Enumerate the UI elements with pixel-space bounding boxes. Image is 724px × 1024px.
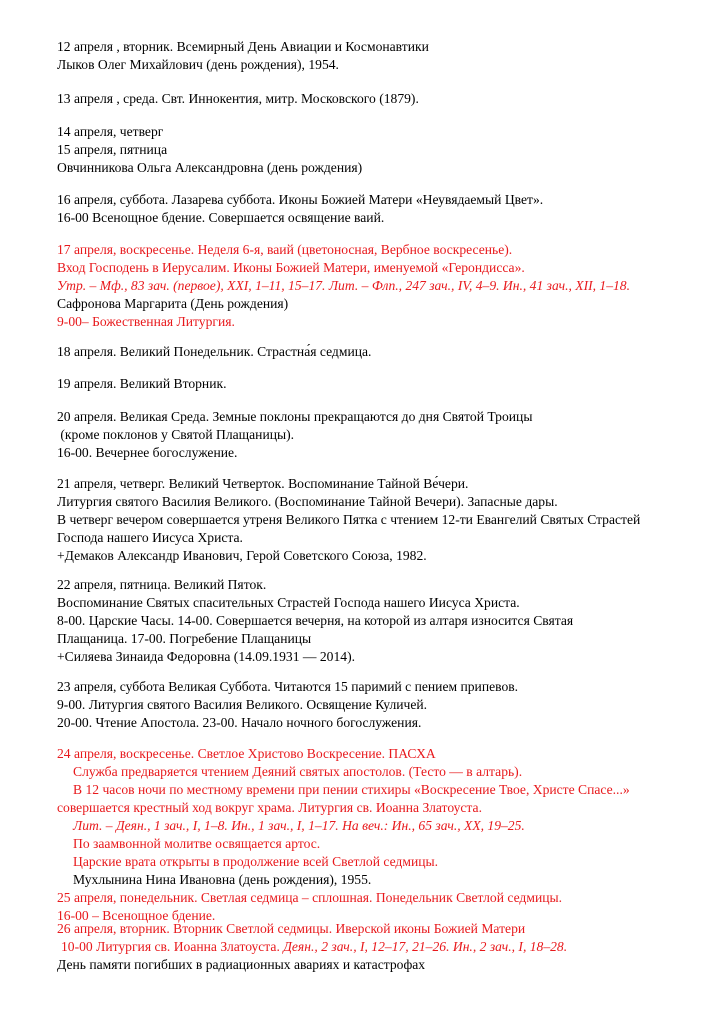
entry-line: (кроме поклонов у Святой Плащаницы).	[57, 427, 295, 442]
entry-line: Мухлынина Нина Ивановна (день рождения), 1955.	[73, 872, 372, 887]
entry-line: Лыков Олег Михайлович (день рождения), 1954.	[57, 57, 339, 72]
entry-line: 8-00. Царские Часы. 14-00. Совершается вечерня, на которой из алтаря износится Святая	[57, 613, 574, 628]
entry-heading: 22 апреля, пятница. Великий Пяток.	[57, 577, 267, 592]
entry-heading: 19 апреля. Великий Вторник.	[57, 376, 227, 391]
readings-line: Деян., 2 зач., I, 12–17, 21–26. Ин., 2 зач., I, 18–28.	[283, 939, 568, 954]
entry-apr-17	[57, 241, 707, 331]
entry-line: Господа нашего Иисуса Христа.	[57, 530, 243, 545]
entry-line: Литургия святого Василия Великого. (Воспоминание Тайной Вечери). Запасные дары.	[57, 494, 558, 509]
entry-line: Овчинникова Ольга Александровна (день рождения)	[57, 160, 363, 175]
entry-line: +Силяева Зинаида Федоровна (14.09.1931 — 2014).	[57, 649, 355, 664]
entry-apr-26	[57, 920, 707, 974]
entry-apr-22	[57, 576, 707, 666]
service-time: 10-00 Литургия св. Иоанна Златоуста.	[61, 939, 284, 954]
entry-line: Сафронова Маргарита (День рождения)	[57, 296, 289, 311]
service-time: 16-00 – Всенощное бдение.	[57, 908, 216, 923]
entry-line: Служба предваряется чтением Деяний святых апостолов. (Тесто — в алтарь).	[73, 764, 523, 779]
entry-line: 9-00. Литургия святого Василия Великого. Освящение Куличей.	[57, 697, 428, 712]
readings-line: Утр. – Мф., 83 зач. (первое), XXI, 1–11, 15–17. Лит. – Флп., 247 зач., IV, 4–9. Ин., 41 зач., XII, 1–18.	[57, 278, 631, 293]
entry-line: Вход Господень в Иерусалим. Иконы Божией Матери, именуемой «Герондисса».	[57, 260, 525, 275]
entry-heading: 25 апреля, понедельник. Светлая седмица – сплошная. Понедельник Светлой седмицы.	[57, 890, 563, 905]
entry-heading: 14 апреля, четверг	[57, 124, 164, 139]
entry-heading: 26 апреля, вторник. Вторник Светлой седмицы. Иверской иконы Божией Матери	[57, 921, 526, 936]
entry-line: совершается крестный ход вокруг храма. Литургия св. Иоанна Златоуста.	[57, 800, 482, 815]
entry-line	[57, 938, 707, 956]
entry-line: В 12 часов ночи по местному времени при пении стихиры «Воскресение Твое, Христе Спасе...»	[73, 782, 630, 797]
entry-apr-23	[57, 678, 707, 732]
entry-apr-14-15	[57, 123, 707, 177]
entry-line: По заамвонной молитве освящается артос.	[73, 836, 321, 851]
entry-heading: 20 апреля. Великая Среда. Земные поклоны прекращаются до дня Святой Троицы	[57, 409, 533, 424]
entry-apr-13	[57, 90, 707, 108]
entry-heading: 12 апреля , вторник. Всемирный День Авиации и Космонавтики	[57, 39, 429, 54]
entry-heading: 24 апреля, воскресенье. Светлое Христово Воскресение. ПАСХА	[57, 746, 436, 761]
entry-heading: 17 апреля, воскресенье. Неделя 6-я, ваий (цветоносная, Вербное воскресенье).	[57, 242, 513, 257]
entry-line: Воспоминание Святых спасительных Страстей Господа нашего Иисуса Христа.	[57, 595, 520, 610]
entry-line: В четверг вечером совершается утреня Великого Пятка с чтением 12-ти Евангелий Святых Страстей	[57, 512, 641, 527]
entry-line: 16-00. Вечернее богослужение.	[57, 445, 238, 460]
entry-line: Плащаница. 17-00. Погребение Плащаницы	[57, 631, 312, 646]
service-time: 9-00– Божественная Литургия.	[57, 314, 235, 329]
entry-heading: 23 апреля, суббота Великая Суббота. Читаются 15 паримий с пением припевов.	[57, 679, 519, 694]
entry-heading: 15 апреля, пятница	[57, 142, 168, 157]
entry-heading: 18 апреля. Великий Понедельник. Страстна́я седмица.	[57, 344, 372, 359]
entry-apr-18	[57, 343, 707, 361]
entry-line: Царские врата открыты в продолжение всей Светлой седмицы.	[73, 854, 439, 869]
entry-line: +Демаков Александр Иванович, Герой Советского Союза, 1982.	[57, 548, 427, 563]
entry-apr-20	[57, 408, 707, 462]
entry-apr-21	[57, 475, 707, 565]
entry-apr-12	[57, 38, 707, 74]
entry-line: День памяти погибших в радиационных авариях и катастрофах	[57, 957, 426, 972]
entry-apr-19	[57, 375, 707, 393]
entry-heading: 21 апреля, четверг. Великий Четверток. Воспоминание Тайной Ве́чери.	[57, 476, 469, 491]
entry-heading: 16 апреля, суббота. Лазарева суббота. Иконы Божией Матери «Неувядаемый Цвет».	[57, 192, 544, 207]
entry-apr-24-25	[57, 745, 707, 925]
entry-line: 16-00 Всенощное бдение. Совершается освящение ваий.	[57, 210, 385, 225]
entry-apr-16	[57, 191, 707, 227]
entry-heading: 13 апреля , среда. Свт. Иннокентия, митр. Московского (1879).	[57, 91, 419, 106]
readings-line: Лит. – Деян., 1 зач., I, 1–8. Ин., 1 зач., I, 1–17. На веч.: Ин., 65 зач., XX, 19–25.	[73, 818, 525, 833]
entry-line: 20-00. Чтение Апостола. 23-00. Начало ночного богослужения.	[57, 715, 422, 730]
